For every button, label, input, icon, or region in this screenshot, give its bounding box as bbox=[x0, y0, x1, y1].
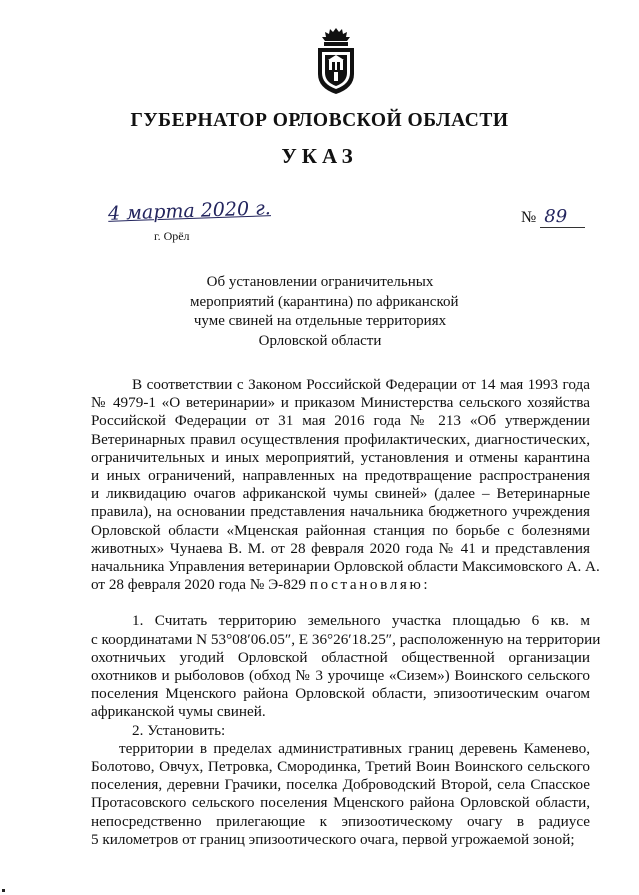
body-line: и иных ограничений, направленных на предотвращение распространения bbox=[91, 467, 590, 485]
handwritten-date: 4 марта 2020 г. bbox=[107, 197, 272, 225]
decree-date-text: от 28 февраля 2020 года № Э-829 bbox=[91, 576, 310, 594]
item-2-line: территории в пределах административных границ деревень Каменево, bbox=[119, 739, 590, 757]
document-heading bbox=[190, 273, 459, 351]
item-2-heading: 2. Установить: bbox=[132, 721, 226, 739]
item-1-line: с координатами N 53°08′06.05″, E 36°26′18.25″, расположенную на территории bbox=[91, 630, 601, 648]
coat-of-arms-emblem bbox=[312, 26, 360, 96]
body-line: животных» Чунаева В. М. от 28 февраля 2020 года № 41 и представления bbox=[91, 539, 590, 557]
number-sign: № bbox=[521, 209, 537, 226]
item-1-line: поселения Мценского района Орловской области, эпизоотическим очагом bbox=[91, 685, 590, 703]
item-2-line: поселения, деревни Грачики, поселка Доброводский Второй, села Спасское bbox=[91, 776, 590, 794]
item-1-line: африканской чумы свиней. bbox=[91, 703, 266, 721]
body-line: В соответствии с Законом Российской Федерации от 14 мая 1993 года bbox=[132, 376, 590, 393]
scan-mark bbox=[2, 889, 5, 892]
item-1-line: охотников и рыболовов (обход № 3 урочище «Сизем») Воинского сельского bbox=[91, 667, 590, 685]
heading-line: Орловской области bbox=[258, 332, 382, 349]
city-label: г. Орёл bbox=[154, 229, 190, 243]
body-line: Орловской области «Мценская районная станция по борьбе с болезнями bbox=[91, 521, 590, 539]
item-2-line: Болотово, Овчух, Петровка, Смородинка, Третий Воин Воинского сельского bbox=[91, 758, 590, 776]
heading-line: мероприятий (карантина) по африканской bbox=[190, 293, 459, 310]
item-2-line: Протасовского сельского поселения Мценского района Орловской области, bbox=[91, 794, 590, 812]
document-kind: УКАЗ bbox=[281, 144, 358, 168]
item-1-line: охотничьих угодий Орловской областной общественной организации bbox=[91, 648, 590, 666]
body-line: и ликвидацию очагов африканской чумы свиней» (далее – Ветеринарные bbox=[91, 485, 590, 503]
body-line-decree bbox=[91, 576, 590, 594]
body-line: № 4979-1 «О ветеринарии» и приказом Министерства сельского хозяйства bbox=[91, 394, 590, 412]
heading-line: Об установлении ограничительных bbox=[206, 274, 434, 290]
body-line: правила), на основании представления начальника бюджетного учреждения bbox=[91, 503, 590, 521]
heading-line: чуме свиней на отдельные территориях bbox=[193, 313, 447, 329]
document-body bbox=[91, 376, 601, 849]
item-2-line: 5 километров от границ эпизоотического очага, первой угрожаемой зоной; bbox=[91, 830, 575, 848]
body-line: начальника Управления ветеринарии Орловской области Максимовского А. А. bbox=[91, 558, 600, 576]
item-2-line: непосредственно прилегающие к эпизоотическому очагу в радиусе bbox=[91, 812, 590, 830]
governor-title: ГУБЕРНАТОР ОРЛОВСКОЙ ОБЛАСТИ bbox=[130, 110, 509, 131]
decree-word: постановляю: bbox=[309, 576, 431, 594]
body-line: ограничительных и иных мероприятий, установления и отмены карантина bbox=[91, 448, 590, 466]
body-line: Ветеринарных правил осуществления профилактических, диагностических, bbox=[91, 430, 590, 448]
document-number bbox=[521, 206, 585, 227]
handwritten-number: 89 bbox=[540, 206, 585, 228]
item-1-line: 1. Считать территорию земельного участка площадью 6 кв. м bbox=[132, 612, 590, 630]
body-line: Российской Федерации от 31 мая 2016 года № 213 «Об утверждении bbox=[91, 412, 590, 430]
